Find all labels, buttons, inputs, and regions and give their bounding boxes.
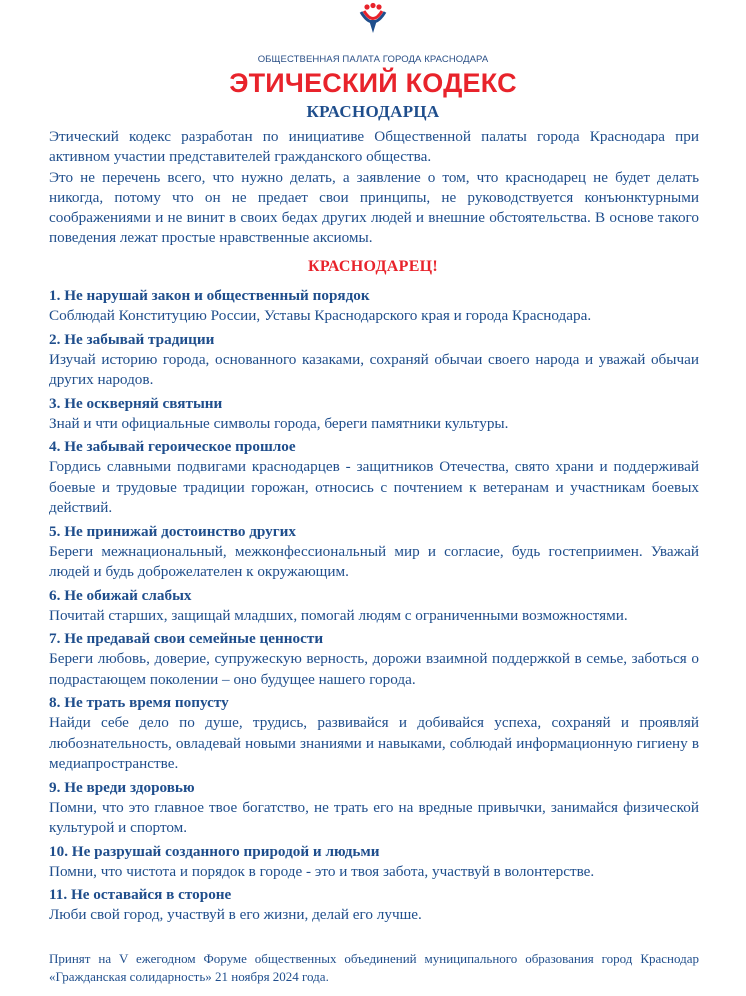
rule-item [49,437,699,519]
rule-heading: 4. Не забывай героическое прошлое [49,438,296,455]
rule-heading: 1. Не нарушай закон и общественный порядок [49,287,370,304]
rule-item [49,286,699,327]
rule-text: Соблюдай Конституцию России, Уставы Краснодарского края и города Краснодара. [49,307,592,324]
rule-item [49,394,699,435]
rule-text: Изучай историю города, основанного казаками, сохраняй обычаи своего народа и уважай обычаи других народов. [49,350,699,388]
rule-item [49,842,699,883]
rule-item [49,693,699,775]
rule-heading: 10. Не разрушай созданного природой и людьми [49,842,380,860]
rule-heading: 9. Не вреди здоровью [49,778,195,796]
document-subtitle: КРАСНОДАРЦА [306,102,440,121]
rule-heading: 7. Не предавай свои семейные ценности [49,630,324,647]
rule-text: Знай и чти официальные символы города, береги памятники культуры. [49,414,509,432]
rule-text: Береги межнациональный, межконфессиональный мир и согласие, будь гостеприимен. Уважай людей и будь доброжелателен к окружающим. [49,542,699,580]
intro-paragraph: Это не перечень всего, что нужно делать, а заявление о том, что краснодарец не будет делать никогда, потому что он не предает свои принципы, не руководствуется конъюнктурными соображениями и не винит в своих бедах других людей и внешние обстоятельства. В основе такого поведения лежат простые нравственные аксиомы. [49,168,699,247]
chamber-logo-icon [356,2,390,36]
rule-heading: 5. Не принижай достоинство других [49,522,296,540]
rule-text: Помни, что чистота и порядок в городе - это и твоя забота, участвуй в волонтерстве. [49,862,595,880]
rule-item [49,586,699,627]
rule-text: Люби свой город, участвуй в его жизни, делай его лучше. [49,906,422,923]
rule-item [49,330,699,391]
intro-paragraph: Этический кодекс разработан по инициативе Общественной палаты города Краснодара при активном участии представителей гражданского общества. [49,128,699,166]
document-title: ЭТИЧЕСКИЙ КОДЕКС [229,68,517,98]
rule-item [49,629,699,690]
rule-text: Найди себе дело по душе, трудись, развивайся и добивайся успеха, сохраняй и проявляй любознательность, овладевай новыми знаниями и навыками, соблюдай информационную гигиену в медиапространстве. [49,714,699,772]
rule-text: Гордись славными подвигами краснодарцев - защитников Отечества, свято храни и поддерживай боевые и трудовые традиции горожан, относись с почтением к ветеранам и участникам боевых действий. [49,458,699,516]
adoption-note: Принят на V ежегодном Форуме общественных объединений муниципального образования город Краснодар «Гражданская солидарность» 21 ноября 2024 года. [49,951,699,984]
intro-section [49,127,699,249]
organization-name: ОБЩЕСТВЕННАЯ ПАЛАТА ГОРОДА КРАСНОДАРА [257,54,489,65]
rule-text: Почитай старших, защищай младших, помогай людям с ограниченными возможностями. [49,606,628,624]
rule-item [49,885,699,926]
rule-item [49,522,699,583]
call-heading: КРАСНОДАРЕЦ! [307,258,439,275]
rule-item [49,778,699,839]
rules-list [49,286,699,929]
rule-text: Помни, что это главное твое богатство, не трать его на вредные привычки, занимайся физической культурой и спортом. [49,798,699,836]
rule-heading: 8. Не трать время попусту [49,694,229,711]
rule-heading: 6. Не обижай слабых [49,586,192,604]
rule-heading: 3. Не оскверняй святыни [49,394,223,412]
rule-heading: 11. Не оставайся в стороне [49,886,232,903]
rule-text: Береги любовь, доверие, супружескую верность, дорожи взаимной поддержкой в семье, заботься о подрастающем поколении – оно будущее нашего города. [49,650,699,688]
rule-heading: 2. Не забывай традиции [49,330,215,348]
